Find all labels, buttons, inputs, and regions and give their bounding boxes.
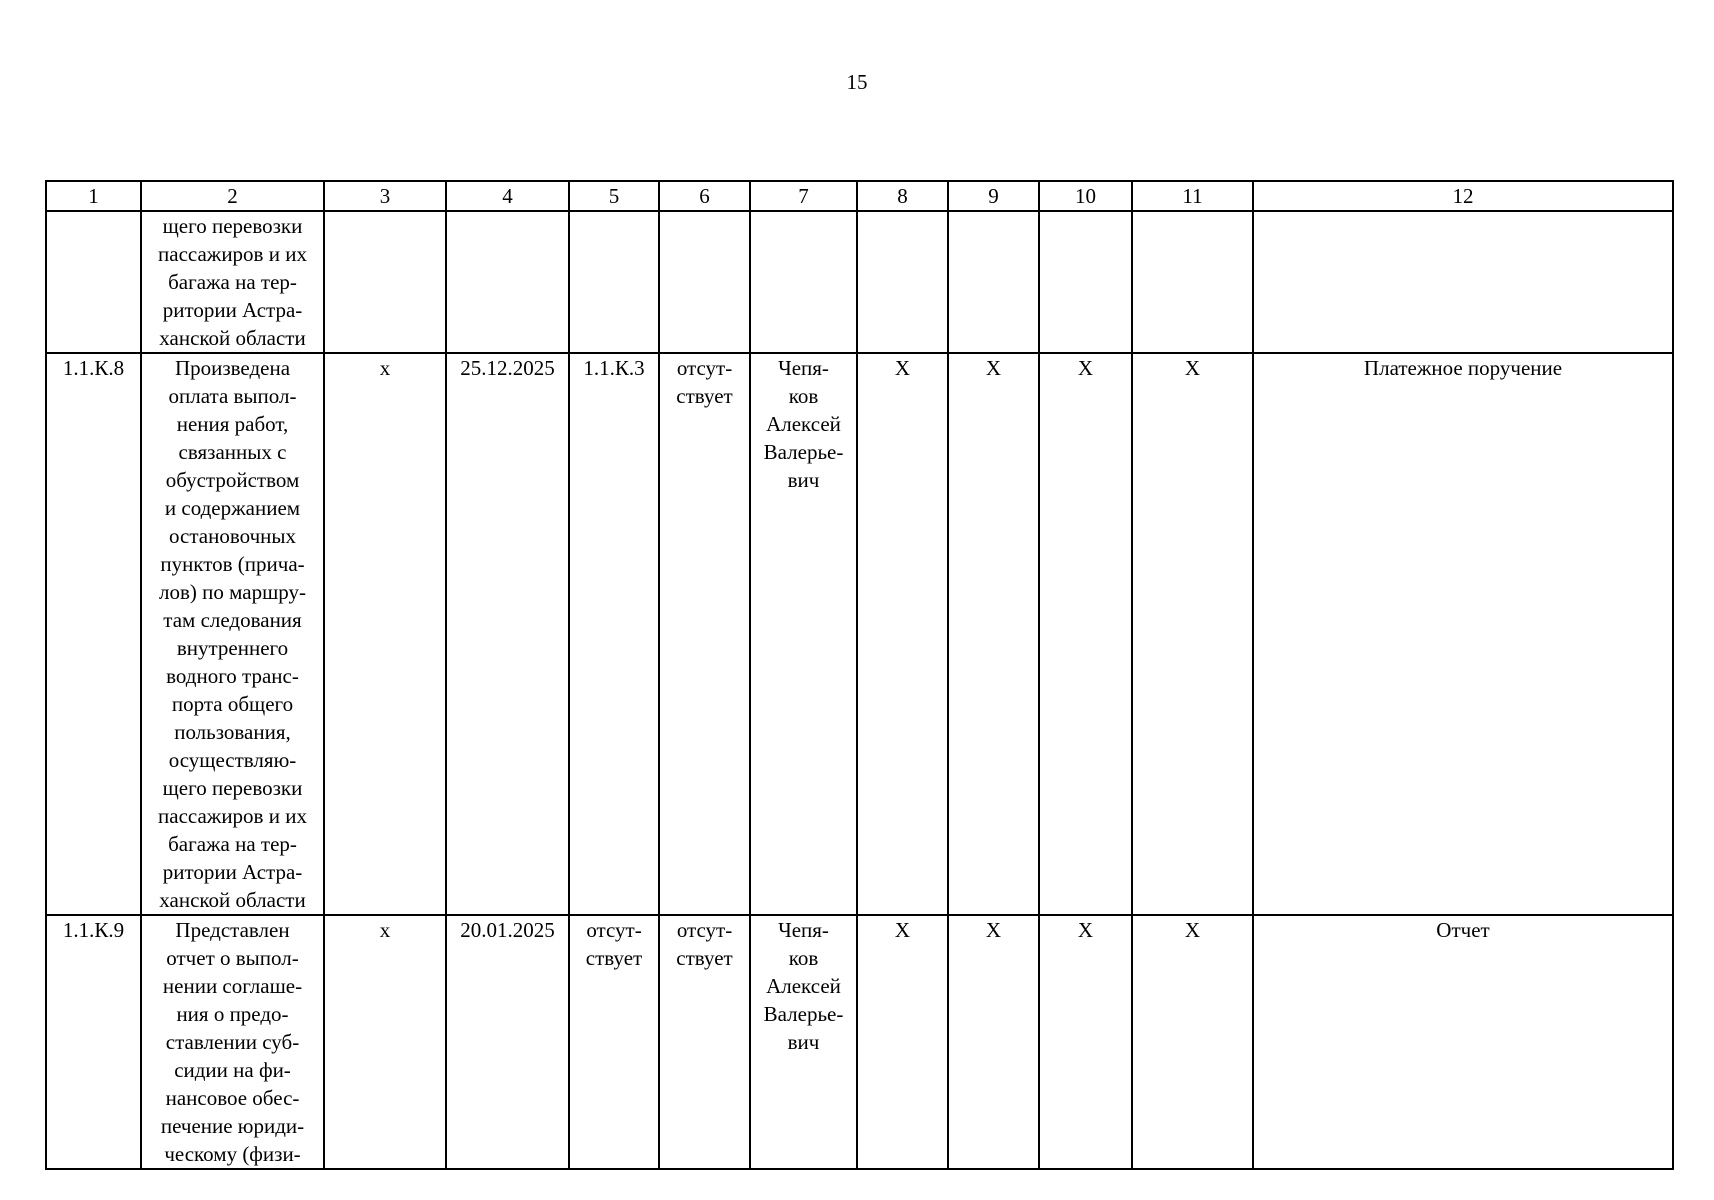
date-cell: 20.01.2025 [446, 915, 569, 1169]
column-header: 4 [446, 181, 569, 211]
row-number-cell: 1.1.К.9 [46, 915, 141, 1169]
cell-col9: Х [948, 915, 1039, 1169]
cell-col11 [1132, 211, 1253, 353]
column-header: 8 [857, 181, 948, 211]
cell-col11: Х [1132, 353, 1253, 915]
cell-text-line: пассажиров и их [158, 242, 307, 266]
cell-text-line: Алексей [766, 412, 841, 436]
cell-text-line: и содержанием [164, 496, 301, 520]
cell-text-line: Произведена [174, 356, 291, 380]
table-row [46, 353, 1673, 915]
page-number: 15 [846, 70, 868, 94]
cell-text-line: печение юриди- [160, 1114, 305, 1138]
date-cell [446, 211, 569, 353]
cell-text-line: ствует [585, 946, 643, 970]
column-header: 1 [46, 181, 141, 211]
cell-text-line: связанных с [178, 440, 287, 464]
cell-col11: Х [1132, 915, 1253, 1169]
column-header: 5 [569, 181, 659, 211]
cell-text-line: ков [788, 384, 819, 408]
event-description-cell [141, 915, 324, 1169]
cell-text-line: пользования, [174, 720, 291, 744]
cell-col3: х [324, 915, 446, 1169]
cell-text-line: ческому (физи- [164, 1142, 301, 1166]
cell-text-line: Валерье- [763, 1002, 844, 1026]
cell-text-line: ков [788, 946, 819, 970]
cell-text-line: багажа на тер- [168, 832, 297, 856]
cell-text-line: Алексей [766, 974, 841, 998]
row-number-cell: 1.1.К.8 [46, 353, 141, 915]
cell-text-line: пассажиров и их [158, 804, 307, 828]
document-type-cell: Платежное поручение [1253, 353, 1673, 915]
column-header: 6 [659, 181, 750, 211]
cell-text-line: обустройством [165, 468, 300, 492]
cell-col3 [324, 211, 446, 353]
cell-text-line: лов) по маршру- [159, 580, 306, 604]
cell-text-line: там следования [163, 608, 302, 632]
responsible-person-cell [750, 353, 857, 915]
cell-text-line: ханской области [159, 326, 306, 350]
cell-text-line: щего перевозки [162, 776, 303, 800]
predecessor-cell [569, 353, 659, 915]
cell-col9 [948, 211, 1039, 353]
cell-text-line: оплата выпол- [168, 384, 297, 408]
date-cell: 25.12.2025 [446, 353, 569, 915]
cell-text-line: ритории Астра- [162, 860, 303, 884]
cell-text-line: ханской области [159, 888, 306, 912]
schedule-table [45, 180, 1674, 1170]
cell-text-line: остановочных [169, 524, 296, 548]
row-number-cell [46, 211, 141, 353]
cell-text-line: вич [787, 1030, 820, 1054]
cell-text-line: сидии на фи- [174, 1058, 291, 1082]
column-header: 9 [948, 181, 1039, 211]
cell-text-line: Чепя- [778, 356, 829, 380]
column-header: 11 [1132, 181, 1253, 211]
cell-col10 [1039, 211, 1132, 353]
cell-text-line: пунктов (прича- [160, 552, 305, 576]
cell-text-line: нения работ, [176, 412, 289, 436]
predecessor-cell [569, 211, 659, 353]
cell-text-line: щего перевозки [162, 214, 303, 238]
cell-col8 [857, 211, 948, 353]
cell-text-line: 1.1.К.3 [583, 356, 645, 380]
cell-text-line: внутреннего [176, 636, 289, 660]
cell-text-line: нении соглаше- [162, 974, 303, 998]
column-header: 10 [1039, 181, 1132, 211]
cell-text-line: багажа на тер- [168, 270, 297, 294]
event-description-cell [141, 211, 324, 353]
cell-text-line: нансовое обес- [165, 1086, 300, 1110]
table-header-row [46, 181, 1673, 211]
cell-text-line: ритории Астра- [162, 298, 303, 322]
cell-col6 [659, 211, 750, 353]
cell-col10: Х [1039, 915, 1132, 1169]
column-header: 12 [1253, 181, 1673, 211]
document-type-cell: Отчет [1253, 915, 1673, 1169]
cell-text-line: отсут- [676, 918, 733, 942]
column-header: 2 [141, 181, 324, 211]
predecessor-cell [569, 915, 659, 1169]
cell-text-line: вич [787, 468, 820, 492]
column-header: 3 [324, 181, 446, 211]
cell-text-line: осуществляю- [168, 748, 297, 772]
cell-col6 [659, 353, 750, 915]
responsible-person-cell [750, 211, 857, 353]
cell-text-line: отсут- [676, 356, 733, 380]
cell-text-line: отчет о выпол- [166, 946, 299, 970]
cell-text-line: отсут- [586, 918, 642, 942]
cell-text-line: ствует [676, 946, 733, 970]
cell-text-line: ния о предо- [176, 1002, 289, 1026]
cell-col9: Х [948, 353, 1039, 915]
cell-col6 [659, 915, 750, 1169]
cell-text-line: порта общего [171, 692, 294, 716]
table-row [46, 915, 1673, 1169]
cell-text-line: водного транс- [166, 664, 299, 688]
cell-col8: Х [857, 353, 948, 915]
cell-text-line: Валерье- [763, 440, 844, 464]
column-header: 7 [750, 181, 857, 211]
cell-text-line: Чепя- [778, 918, 829, 942]
table-row [46, 211, 1673, 353]
cell-text-line: ставлении суб- [165, 1030, 300, 1054]
cell-text-line: Представлен [175, 918, 290, 942]
cell-col3: х [324, 353, 446, 915]
event-description-cell [141, 353, 324, 915]
responsible-person-cell [750, 915, 857, 1169]
cell-text-line: ствует [676, 384, 733, 408]
cell-col8: Х [857, 915, 948, 1169]
cell-col10: Х [1039, 353, 1132, 915]
document-type-cell [1253, 211, 1673, 353]
